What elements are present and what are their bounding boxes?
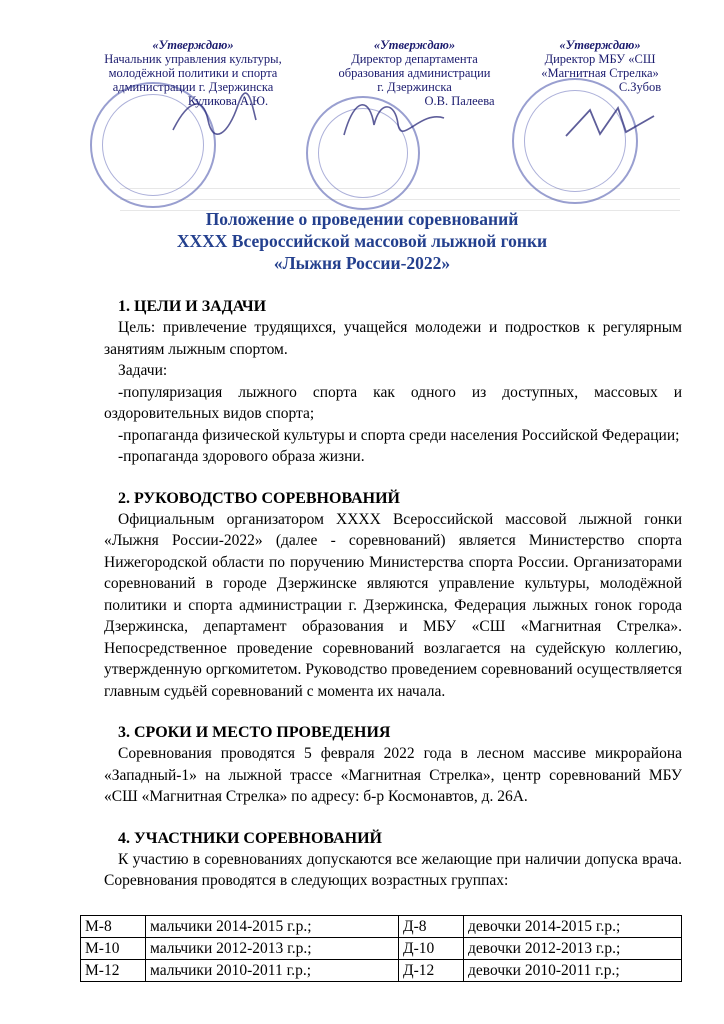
paragraph: Официальным организатором XXXX Всероссийской массовой лыжной гонки «Лыжня России-2022» (далее - соревнований) является Министерство спорта Нижегородской области по поручению Министерства спорта России. Организаторами соревнований в городе Дзержинске являются управление культуры, молодёжной политики и спорта администрации г. Дзержинска, Федерация лыжных гонок города Дзержинска, департамент образования и МБУ «СШ «Магнитная Стрелка». Непосредственное проведение соревнований возлагается на судейскую коллегию, утвержденную оргкомитетом. Руководство проведением соревнований осуществляется главным судьёй соревнований с момента их начала. [104,510,682,700]
age-groups-table [80,915,682,982]
paragraph: Задачи: [118,362,168,379]
paragraph: К участию в соревнованиях допускаются все желающие при наличии допуска врача. Соревнования проводятся в следующих возрастных группах: [104,850,682,889]
approval-line: «Магнитная Стрелка» [541,66,659,80]
handwritten-signature [168,90,258,140]
title-line: XXXX Всероссийской массовой лыжной гонки [176,231,548,251]
approval-line: Начальник управления культуры, [104,52,282,66]
approval-line: Директор МБУ «СШ [544,52,656,66]
approval-line: администрации г. Дзержинска [112,80,274,94]
section-heading: 3. СРОКИ И МЕСТО ПРОВЕДЕНИЯ [118,724,391,741]
female-group-desc: девочки 2010-2011 г.р.; [464,960,682,982]
paragraph: -популяризация лыжного спорта как одного из доступных, массовых и оздоровительных видов спорта; [104,383,682,422]
approval-signature: Куликова А.Ю. [187,94,269,108]
paragraph: Цель: привлечение трудящихся, учащейся молодежи и подростков к регулярным занятиям лыжным спортом. [104,319,682,358]
male-group-desc: мальчики 2012-2013 г.р.; [146,938,399,960]
approval-header [0,38,724,168]
approval-title: «Утверждаю» [152,38,234,52]
male-group-code: М-10 [81,938,146,960]
approval-line: молодёжной политики и спорта [108,66,278,80]
paragraph: -пропаганда физической культуры и спорта среди населения Российской Федерации; [118,426,680,444]
table-row [81,960,682,982]
female-group-desc: девочки 2012-2013 г.р.; [464,938,682,960]
male-group-desc: мальчики 2014-2015 г.р.; [146,916,399,938]
document-body [104,296,682,892]
section-heading: 4. УЧАСТНИКИ СОРЕВНОВАНИЙ [118,829,382,847]
female-group-code: Д-10 [399,938,464,960]
approval-title: «Утверждаю» [559,38,641,52]
approval-signature: О.В. Палеева [424,94,495,108]
title-line: Положение о проведении соревнований [205,209,519,229]
approval-title: «Утверждаю» [373,38,456,52]
male-group-code: М-8 [81,916,146,938]
female-group-code: Д-12 [399,960,464,982]
male-group-desc: мальчики 2010-2011 г.р.; [146,960,399,982]
section-heading: 1. ЦЕЛИ И ЗАДАЧИ [118,298,267,315]
document-title [0,208,724,274]
handwritten-signature [340,90,450,145]
female-group-code: Д-8 [399,916,464,938]
approval-line: образования администрации [338,66,491,80]
table-row [81,916,682,938]
male-group-code: М-12 [81,960,146,982]
paragraph: -пропаганда здорового образа жизни. [118,448,365,465]
approval-line: Директор департамента [351,52,478,66]
paragraph: Соревнования проводятся 5 февраля 2022 года в лесном массиве микрорайона «Западный-1» на лыжной трассе «Магнитная Стрелка», центр соревнований МБУ «СШ «Магнитная Стрелка» по адресу: б-р Космонавтов, д. 26А. [104,745,682,805]
section-heading: 2. РУКОВОДСТВО СОРЕВНОВАНИЙ [118,489,400,507]
approval-block-3 [520,38,680,94]
approval-signature: С.Зубов [618,80,662,94]
title-line: «Лыжня России-2022» [273,253,451,273]
handwritten-signature [560,96,660,146]
approval-line: г. Дзержинска [377,80,452,94]
table-row [81,938,682,960]
female-group-desc: девочки 2014-2015 г.р.; [464,916,682,938]
